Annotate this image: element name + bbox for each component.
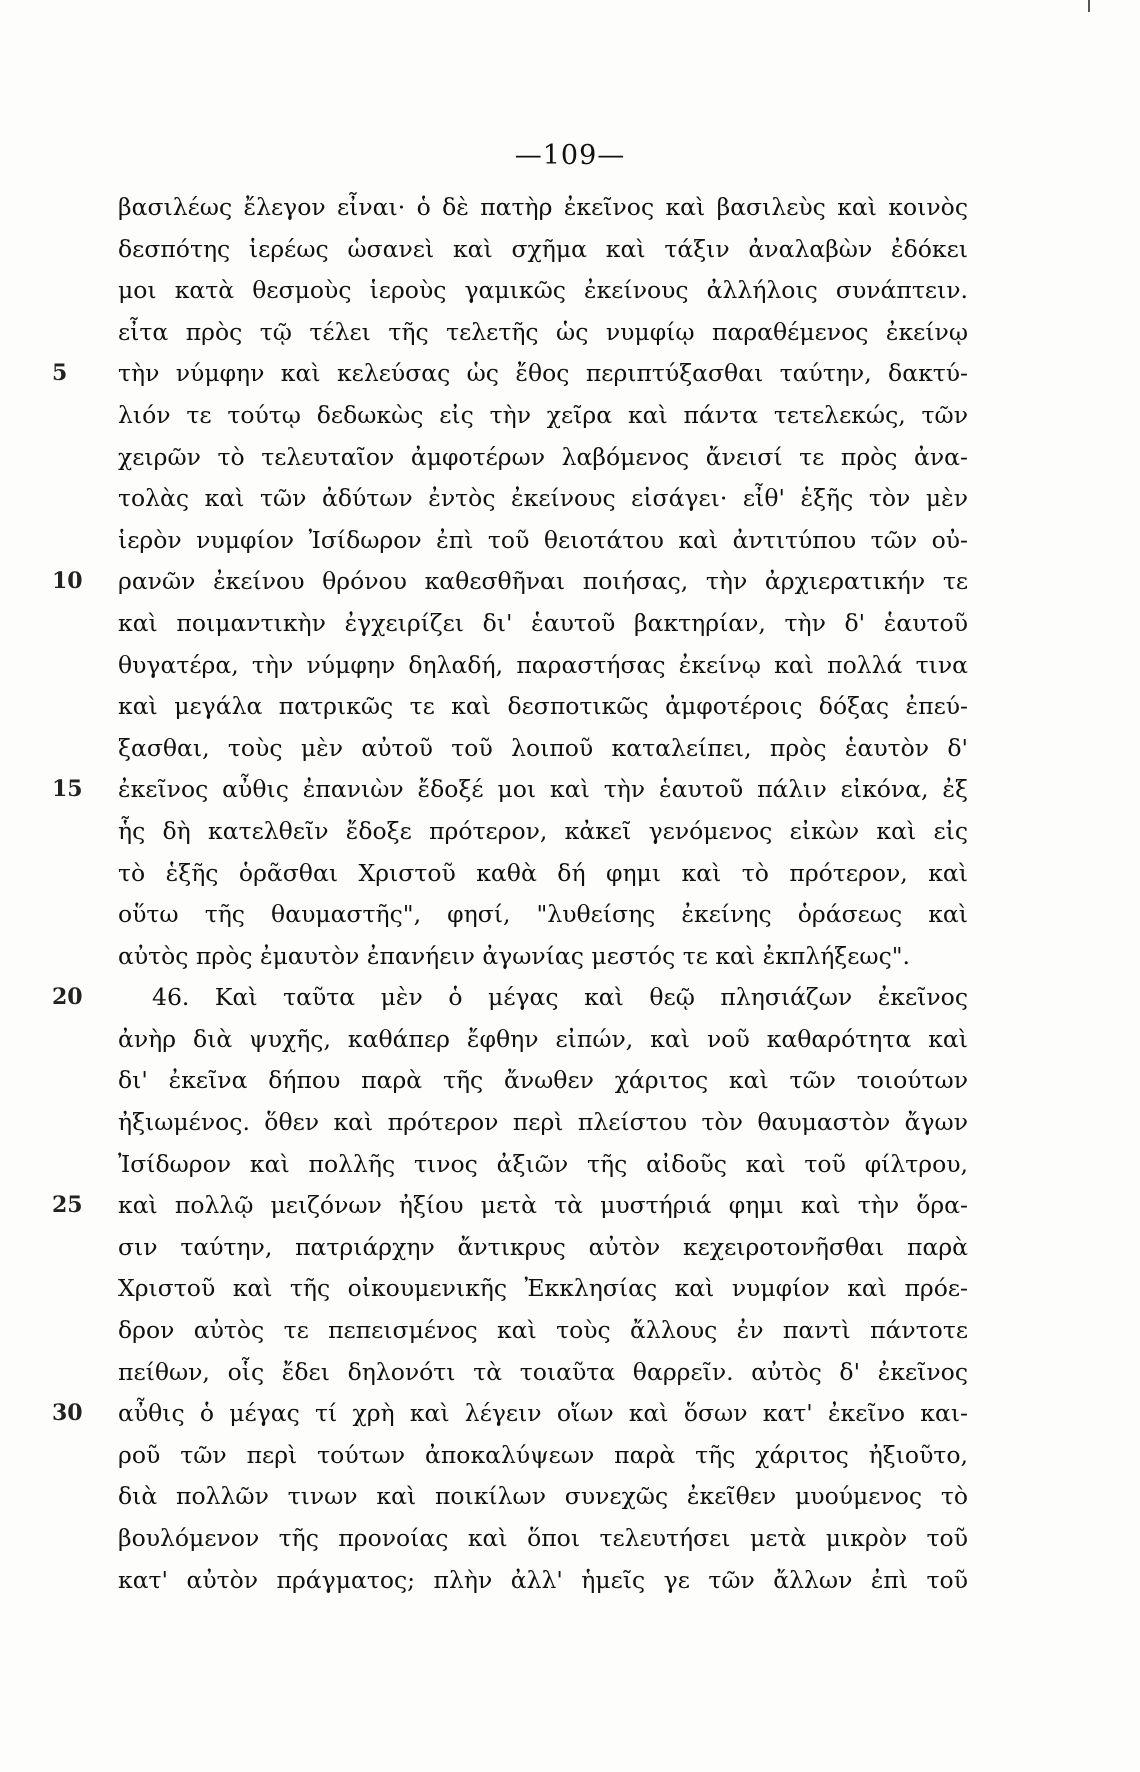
line-text: βασιλέως ἔλεγον εἶναι· ὁ δὲ πατὴρ ἐκεῖνος καὶ βασιλεὺς καὶ κοινὸς	[118, 193, 968, 221]
text-line	[52, 187, 1052, 229]
text-line	[52, 520, 1052, 562]
line-text: τὴν νύμφην καὶ κελεύσας ὡς ἔθος περιπτύξασθαι ταύτην, δακτύ-	[118, 359, 968, 388]
line-text: Χριστοῦ καὶ τῆς οἰκουμενικῆς Ἐκκλησίας καὶ νυμφίον καὶ πρόε-	[118, 1274, 968, 1303]
text-line	[52, 1352, 1052, 1394]
line-text: τὸ ἑξῆς ὁρᾶσθαι Χριστοῦ καθὰ δή φημι καὶ τὸ πρότερον, καὶ	[118, 858, 968, 887]
line-text: καὶ μεγάλα πατρικῶς τε καὶ δεσποτικῶς ἀμφοτέροις δόξας ἐπεύ-	[118, 692, 968, 721]
line-text: ἀνὴρ διὰ ψυχῆς, καθάπερ ἔφθην εἰπών, καὶ νοῦ καθαρότητα καὶ	[118, 1024, 968, 1053]
line-text: εἶτα πρὸς τῷ τέλει τῆς τελετῆς ὡς νυμφίῳ παραθέμενος ἐκείνῳ	[118, 317, 968, 346]
text-line	[52, 1393, 1052, 1435]
text-line	[52, 1560, 1052, 1602]
text-line	[52, 1019, 1052, 1061]
line-text: δι' ἐκεῖνα δήπου παρὰ τῆς ἄνωθεν χάριτος καὶ τῶν τοιούτων	[118, 1066, 968, 1095]
line-number: 20	[52, 984, 83, 1011]
page-number: —109—	[514, 140, 626, 171]
line-text: αὖθις ὁ μέγας τί χρὴ καὶ λέγειν οἵων καὶ ὅσων κατ' ἐκεῖνο και-	[118, 1399, 968, 1428]
line-text: ἠξιωμένος. ὅθεν καὶ πρότερον περὶ πλείστου τὸν θαυμαστὸν ἄγων	[118, 1108, 968, 1137]
line-text: δρον αὐτὸς τε πεπεισμένος καὶ τοὺς ἄλλους ἐν παντὶ πάντοτε	[118, 1316, 968, 1345]
text-line	[52, 1310, 1052, 1352]
line-text: κατ' αὐτὸν πράγματος; πλὴν ἀλλ' ἡμεῖς γε τῶν ἄλλων ἐπὶ τοῦ	[118, 1565, 968, 1594]
line-text: οὕτω τῆς θαυμαστῆς", φησί, "λυθείσης ἐκείνης ὁράσεως καὶ	[118, 900, 968, 929]
text-line	[52, 811, 1052, 853]
text-line	[52, 1518, 1052, 1560]
text-line	[52, 1185, 1052, 1227]
text-line	[52, 603, 1052, 645]
line-text: 46. Καὶ ταῦτα μὲν ὁ μέγας καὶ θεῷ πλησιάζων ἐκεῖνος	[152, 983, 968, 1012]
text-line	[52, 1102, 1052, 1144]
line-number: 5	[52, 360, 68, 387]
text-line	[52, 353, 1052, 395]
line-text: τολὰς καὶ τῶν ἀδύτων ἐντὸς ἐκείνους εἰσάγει· εἶθ' ἑξῆς τὸν μὲν	[118, 484, 968, 513]
line-text: ἱερὸν νυμφίον Ἰσίδωρον ἐπὶ τοῦ θειοτάτου καὶ ἀντιτύπου τῶν οὐ-	[118, 525, 968, 554]
line-text: βουλόμενον τῆς προνοίας καὶ ὅποι τελευτήσει μετὰ μικρὸν τοῦ	[118, 1524, 968, 1552]
text-line	[52, 769, 1052, 811]
line-text: καὶ ποιμαντικὴν ἐγχειρίζει δι' ἑαυτοῦ βακτηρίαν, τὴν δ' ἑαυτοῦ	[118, 608, 968, 637]
line-text: διὰ πολλῶν τινων καὶ ποικίλων συνεχῶς ἐκεῖθεν μυούμενος τὸ	[118, 1482, 968, 1511]
text-line	[52, 645, 1052, 687]
text-line	[52, 1476, 1052, 1518]
text-line	[52, 1268, 1052, 1310]
line-text: μοι κατὰ θεσμοὺς ἱεροὺς γαμικῶς ἐκείνους ἀλλήλοις συνάπτειν.	[118, 276, 968, 305]
text-line	[52, 1435, 1052, 1477]
text-line	[52, 229, 1052, 271]
text-line	[52, 478, 1052, 520]
line-text: ἐκεῖνος αὖθις ἐπανιὼν ἔδοξέ μοι καὶ τὴν ἑαυτοῦ πάλιν εἰκόνα, ἐξ	[118, 775, 968, 804]
line-text: λιόν τε τούτῳ δεδωκὼς εἰς τὴν χεῖρα καὶ πάντα τετελεκώς, τῶν	[118, 400, 968, 429]
text-line	[52, 728, 1052, 770]
text-line	[52, 1060, 1052, 1102]
line-number: 15	[52, 776, 83, 803]
line-text: δεσπότης ἱερέως ὡσανεὶ καὶ σχῆμα καὶ τάξιν ἀναλαβὼν ἐδόκει	[118, 234, 968, 263]
line-text: ἧς δὴ κατελθεῖν ἔδοξε πρότερον, κἀκεῖ γενόμενος εἰκὼν καὶ εἰς	[118, 816, 968, 845]
text-body	[52, 187, 1052, 1601]
text-line	[52, 936, 1052, 978]
line-text: ξασθαι, τοὺς μὲν αὐτοῦ τοῦ λοιποῦ καταλείπει, πρὸς ἑαυτὸν δ'	[118, 733, 968, 762]
line-text: Ἰσίδωρον καὶ πολλῆς τινος ἀξιῶν τῆς αἰδοῦς καὶ τοῦ φίλτρου,	[118, 1149, 968, 1178]
text-line	[52, 1227, 1052, 1269]
text-line	[52, 395, 1052, 437]
text-line	[52, 312, 1052, 354]
edge-mark	[1088, 0, 1090, 12]
text-line	[52, 977, 1052, 1019]
text-line	[52, 1144, 1052, 1186]
line-number: 25	[52, 1192, 83, 1219]
text-line	[52, 561, 1052, 603]
text-line	[52, 437, 1052, 479]
line-text: αὐτὸς πρὸς ἐμαυτὸν ἐπανήειν ἀγωνίας μεστός τε καὶ ἐκπλήξεως".	[118, 941, 911, 970]
line-text: ρανῶν ἐκείνου θρόνου καθεσθῆναι ποιήσας, τὴν ἀρχιερατικήν τε	[118, 567, 968, 596]
line-text: ροῦ τῶν περὶ τούτων ἀποκαλύψεων παρὰ τῆς χάριτος ἠξιοῦτο,	[118, 1440, 968, 1469]
text-line	[52, 894, 1052, 936]
text-line	[52, 853, 1052, 895]
line-number: 30	[52, 1400, 83, 1427]
line-text: σιν ταύτην, πατριάρχην ἄντικρυς αὐτὸν κεχειροτονῆσθαι παρὰ	[118, 1232, 968, 1261]
line-text: θυγατέρα, τὴν νύμφην δηλαδή, παραστήσας ἐκείνῳ καὶ πολλά τινα	[118, 650, 968, 679]
line-text: καὶ πολλῷ μειζόνων ἠξίου μετὰ τὰ μυστήριά φημι καὶ τὴν ὅρα-	[118, 1191, 968, 1220]
line-text: πείθων, οἷς ἔδει δηλονότι τὰ τοιαῦτα θαρρεῖν. αὐτὸς δ' ἐκεῖνος	[118, 1357, 968, 1386]
line-number: 10	[52, 568, 83, 595]
line-text: χειρῶν τὸ τελευταῖον ἀμφοτέρων λαβόμενος ἄνεισί τε πρὸς ἀνα-	[118, 442, 968, 471]
text-line	[52, 270, 1052, 312]
text-line	[52, 686, 1052, 728]
